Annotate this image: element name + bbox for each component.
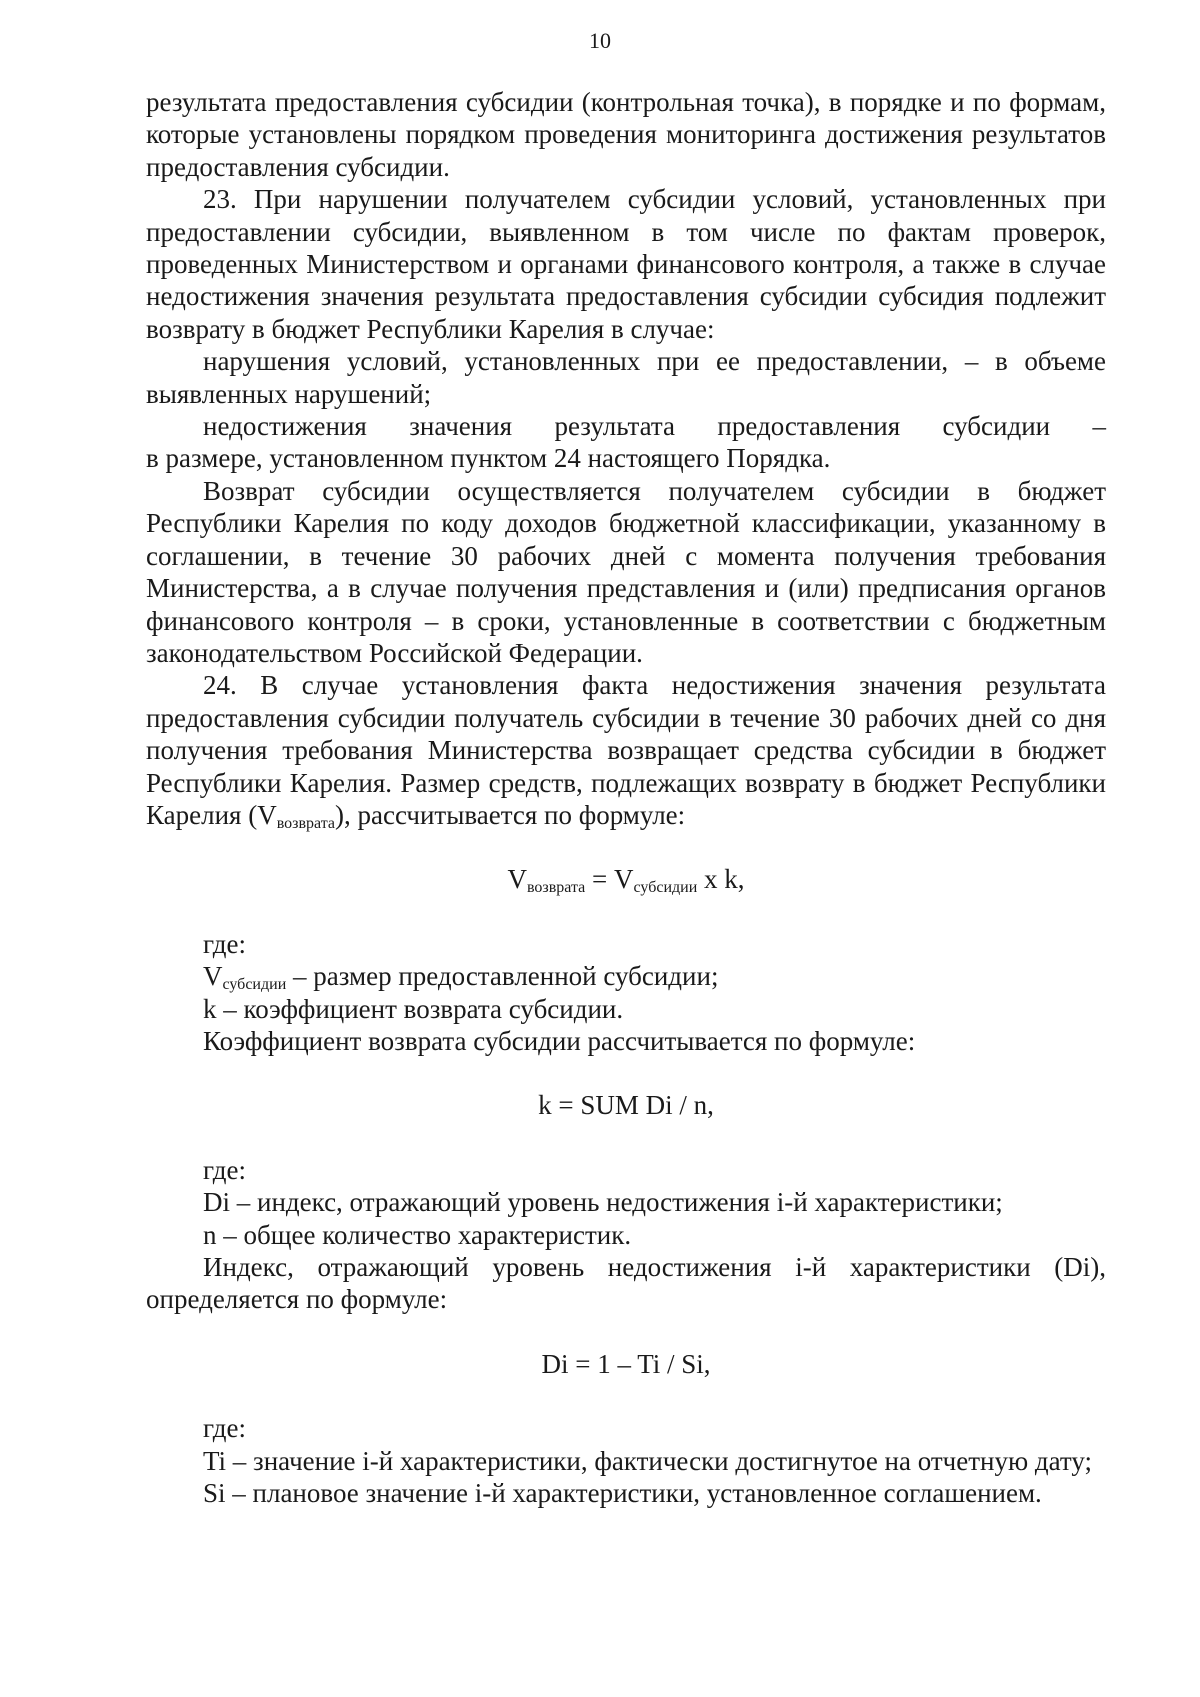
formula-index: Di = 1 – Ti / Si, — [541, 1348, 711, 1379]
definition-ti: Ti – значение i-й характеристики, фактически достигнутое на отчетную дату; — [203, 1445, 1093, 1476]
definition-si: Si – плановое значение i-й характеристики, установленное соглашением. — [203, 1478, 1042, 1509]
where-label-2: где: — [203, 1154, 246, 1185]
clause-23-item-nonachievement-line1: недостижения значения результата предоставления субсидии – — [203, 411, 1106, 442]
definition-v-subsidy — [146, 960, 1106, 992]
formula-1-sub-return: возврата — [526, 879, 586, 897]
definition-v-subscript: субсидии — [222, 976, 287, 994]
where-label-1: где: — [203, 928, 246, 959]
return-paragraph: Возврат субсидии осуществляется получателем субсидии в бюджет Республики Карелия по коду доходов бюджетной классификации, указанному в соглашении, в течение 30 рабочих дней с момента получения требования Министерства, а в случае получения представления и (или) предписания органов финансового контроля – в сроки, установленные в соответствии с бюджетным законодательством Российской Федерации. — [146, 475, 1106, 668]
formula-1-sub-subsidy: субсидии — [633, 879, 698, 897]
definition-v-text: – размер предоставленной субсидии; — [286, 961, 719, 992]
clause-24-paragraph — [146, 669, 1106, 831]
formula-1-tail: x k, — [697, 864, 745, 895]
clause-23-paragraph: 23. При нарушении получателем субсидии условий, установленных при предоставлении субсидии, выявленном в том числе по фактам проверок, проведенных Министерством и органами финансового контроля, а также в случае недостижения значения результата предоставления субсидии субсидия подлежит возврату в бюджет Республики Карелия в случае: — [146, 184, 1106, 344]
definition-n: n – общее количество характеристик. — [203, 1219, 632, 1250]
definition-k: k – коэффициент возврата субсидии. — [203, 993, 624, 1024]
clause-24-text: 24. В случае установления факта недостижения значения результата предоставления субсидии получатель субсидии в течение 30 рабочих дней со дня получения требования Министерства возвращает средства субсидии в бюджет Республики Карелия. Размер средств, подлежащих возврату в бюджет Республики Карелия (V — [146, 670, 1106, 830]
formula-1-v: V — [507, 864, 527, 895]
intro-paragraph: результата предоставления субсидии (контрольная точка), в порядке и по формам, которые установлены порядком проведения мониторинга достижения результатов предоставления субсидии. — [146, 87, 1106, 182]
definition-di: Di – индекс, отражающий уровень недостижения i-й характеристики; — [203, 1187, 1003, 1218]
coefficient-intro: Коэффициент возврата субсидии рассчитывается по формуле: — [203, 1025, 916, 1056]
clause-23-item-violations: нарушения условий, установленных при ее предоставлении, – в объеме выявленных нарушений; — [146, 346, 1106, 409]
formula-1-eq: = V — [585, 864, 634, 895]
page-number: 10 — [589, 28, 611, 53]
formula-return-amount — [146, 863, 1106, 895]
index-intro: Индекс, отражающий уровень недостижения i-й характеристики (Di), определяется по формуле: — [146, 1252, 1106, 1315]
clause-24-subscript: возврата — [276, 814, 335, 832]
clause-23-item-nonachievement — [146, 410, 1106, 442]
definition-v-symbol: V — [203, 961, 223, 992]
document-body — [146, 86, 1106, 1509]
where-label-3: где: — [203, 1413, 246, 1444]
clause-23-item-nonachievement-line2: в размере, установленном пунктом 24 настоящего Порядка. — [146, 443, 831, 474]
clause-24-end: ), рассчитывается по формуле: — [335, 799, 686, 830]
formula-coefficient: k = SUM Di / n, — [538, 1090, 714, 1121]
